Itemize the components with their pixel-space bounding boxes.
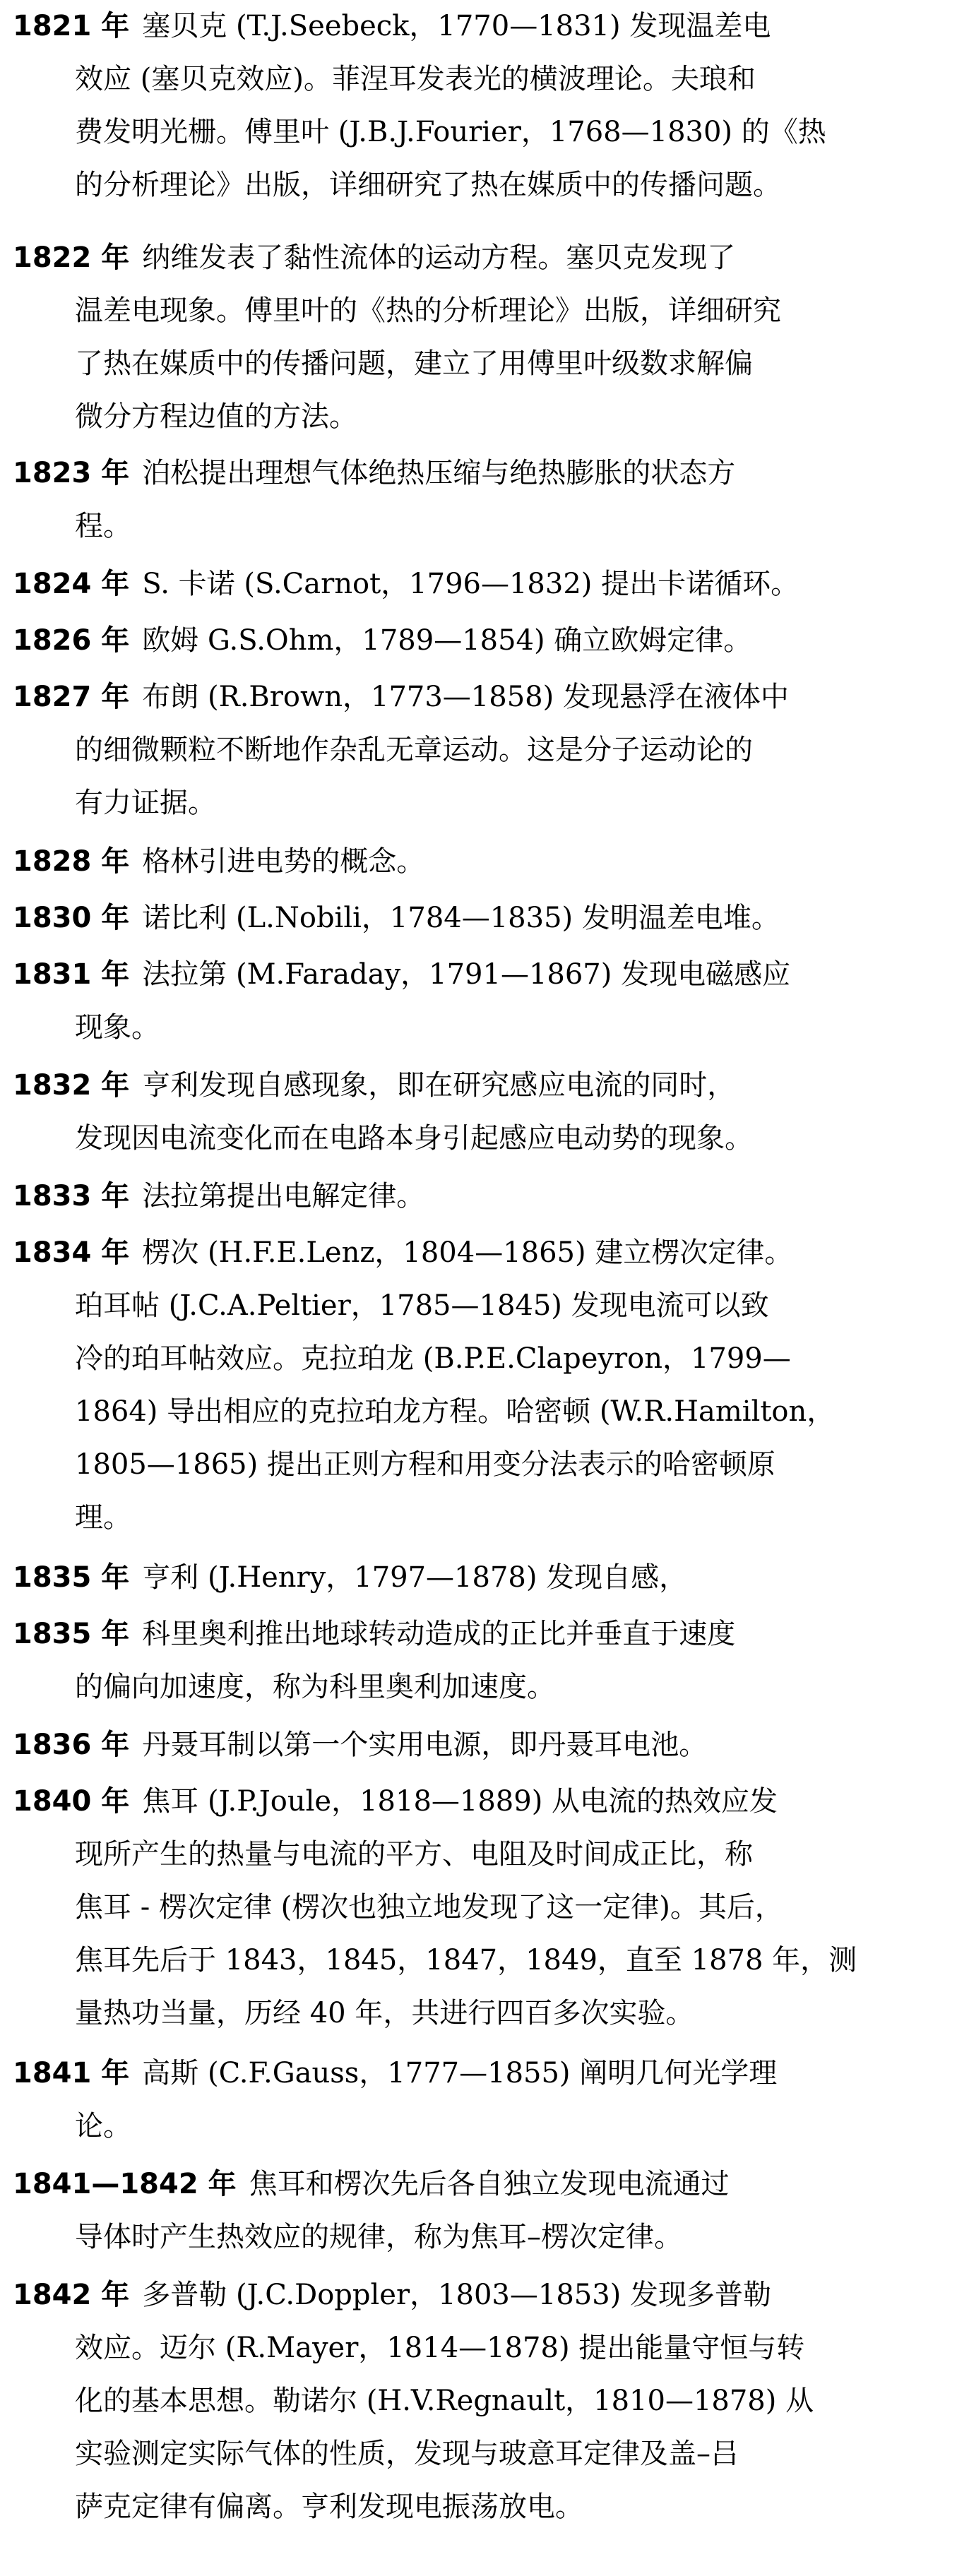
- entry-text-line: 冷的珀耳帖效应。克拉珀龙 (B.P.E.Clapeyron，1799—: [75, 1342, 791, 1375]
- entry-text-line: 量热功当量，历经 40 年，共进行四百多次实验。: [75, 1997, 694, 2029]
- entry-text-line: 亨利 (J.Henry，1797—1878) 发现自感，: [142, 1561, 688, 1594]
- entry-text-line: 欧姆 G.S.Ohm，1789—1854) 确立欧姆定律。: [142, 624, 752, 657]
- entry-year: 1833 年: [13, 1180, 130, 1212]
- entry-text-line: 萨克定律有偏离。亨利发现电振荡放电。: [75, 2491, 583, 2523]
- entry-text-line: 效应。迈尔 (R.Mayer，1814—1878) 提出能量守恒与转: [75, 2332, 805, 2364]
- entry-year: 1841—1842 年: [13, 2168, 237, 2200]
- entry-text-line: 现所产生的热量与电流的平方、电阻及时间成正比，称: [75, 1838, 753, 1871]
- entry-year: 1835 年: [13, 1618, 130, 1650]
- entry-text-line: 亨利发现自感现象，即在研究感应电流的同时，: [142, 1069, 736, 1102]
- entry-1826: [13, 614, 948, 667]
- entry-year: 1831 年: [13, 958, 130, 991]
- entry-text-line: 微分方程边值的方法。: [75, 400, 357, 433]
- entry-text-line: 多普勒 (J.C.Doppler，1803—1853) 发现多普勒: [142, 2279, 771, 2311]
- entry-1828: [13, 835, 948, 888]
- entry-text-line: 丹聂耳制以第一个实用电源，即丹聂耳电池。: [142, 1729, 708, 1761]
- entry-text-line: 化的基本思想。勒诺尔 (H.V.Regnault，1810—1878) 从: [75, 2385, 814, 2417]
- entry-text-line: 现象。: [75, 1011, 160, 1044]
- entry-year: 1836 年: [13, 1729, 130, 1761]
- entry-1835-coriolis: [13, 1608, 948, 1714]
- entry-1822: [13, 232, 948, 443]
- entry-year: 1823 年: [13, 457, 130, 489]
- entry-year: 1821 年: [13, 10, 130, 42]
- entry-1842: [13, 2269, 948, 2534]
- entry-1834: [13, 1227, 948, 1544]
- entry-text-line: 科里奥利推出地球转动造成的正比并垂直于速度: [142, 1618, 736, 1650]
- entry-1827: [13, 671, 948, 830]
- entry-text-line: 高斯 (C.F.Gauss，1777—1855) 阐明几何光学理: [142, 2057, 778, 2089]
- entry-text-line: 有力证据。: [75, 787, 216, 819]
- entry-year: 1832 年: [13, 1069, 130, 1102]
- entry-year: 1826 年: [13, 624, 130, 657]
- entry-year: 1841 年: [13, 2057, 130, 2089]
- entry-year: 1827 年: [13, 681, 130, 713]
- entry-1821: [13, 0, 948, 212]
- entry-year: 1840 年: [13, 1785, 130, 1818]
- entry-text-line: 焦耳和楞次先后各自独立发现电流通过: [249, 2168, 730, 2200]
- entry-text-line: 纳维发表了黏性流体的运动方程。塞贝克发现了: [142, 242, 736, 274]
- entry-text-line: 格林引进电势的概念。: [142, 845, 425, 878]
- entry-year: 1830 年: [13, 902, 130, 934]
- entry-text-line: 实验测定实际气体的性质，发现与玻意耳定律及盖–吕: [75, 2438, 739, 2470]
- entry-text-line: 论。: [75, 2110, 131, 2142]
- entry-1833: [13, 1170, 948, 1223]
- entry-text-line: S. 卡诺 (S.Carnot，1796—1832) 提出卡诺循环。: [142, 568, 800, 600]
- entry-year: 1835 年: [13, 1561, 130, 1594]
- entry-text-line: 焦耳 (J.P.Joule，1818—1889) 从电流的热效应发: [142, 1785, 778, 1818]
- entry-text-line: 法拉第 (M.Faraday，1791—1867) 发现电磁感应: [142, 958, 791, 991]
- entry-1830: [13, 892, 948, 945]
- entry-text-line: 导体时产生热效应的规律，称为焦耳–楞次定律。: [75, 2221, 682, 2253]
- entry-text-line: 布朗 (R.Brown，1773—1858) 发现悬浮在液体中: [142, 681, 789, 713]
- entry-text-line: 1805—1865) 提出正则方程和用变分法表示的哈密顿原: [75, 1448, 775, 1481]
- entry-text-line: 了热在媒质中的传播问题，建立了用傅里叶级数求解偏: [75, 347, 753, 380]
- entry-year: 1834 年: [13, 1236, 130, 1269]
- entry-text-line: 塞贝克 (T.J.Seebeck，1770—1831) 发现温差电: [142, 10, 771, 42]
- entry-text-line: 发现因电流变化而在电路本身引起感应电动势的现象。: [75, 1122, 753, 1155]
- entry-1835-henry: [13, 1551, 948, 1604]
- entry-text-line: 珀耳帖 (J.C.A.Peltier，1785—1845) 发现电流可以致: [75, 1289, 769, 1322]
- entry-text-line: 的细微颗粒不断地作杂乱无章运动。这是分子运动论的: [75, 734, 753, 766]
- entry-1841-1842: [13, 2158, 948, 2264]
- entry-1823: [13, 447, 948, 553]
- entry-1836: [13, 1719, 948, 1772]
- entry-text-line: 楞次 (H.F.E.Lenz，1804—1865) 建立楞次定律。: [142, 1236, 793, 1269]
- entry-text-line: 程。: [75, 510, 131, 542]
- entry-year: 1824 年: [13, 568, 130, 600]
- entry-1831: [13, 948, 948, 1054]
- entry-text-line: 焦耳 - 楞次定律 (楞次也独立地发现了这一定律)。其后，: [75, 1891, 783, 1924]
- entry-year: 1822 年: [13, 242, 130, 274]
- entry-text-line: 法拉第提出电解定律。: [142, 1180, 425, 1212]
- entry-text-line: 泊松提出理想气体绝热压缩与绝热膨胀的状态方: [142, 457, 736, 489]
- entry-text-line: 焦耳先后于 1843，1845，1847，1849，直至 1878 年，测: [75, 1944, 857, 1976]
- entry-year: 1828 年: [13, 845, 130, 878]
- entry-year: 1842 年: [13, 2279, 130, 2311]
- entry-1840: [13, 1775, 948, 2040]
- entry-text-line: 费发明光栅。傅里叶 (J.B.J.Fourier，1768—1830) 的《热: [75, 116, 826, 148]
- entry-text-line: 的偏向加速度，称为科里奥利加速度。: [75, 1671, 555, 1703]
- entry-text-line: 理。: [75, 1501, 131, 1534]
- entry-1824: [13, 558, 948, 611]
- entry-1832: [13, 1059, 948, 1165]
- entry-text-line: 温差电现象。傅里叶的《热的分析理论》出版，详细研究: [75, 294, 781, 327]
- entry-text-line: 诺比利 (L.Nobili，1784—1835) 发明温差电堆。: [142, 902, 780, 934]
- entry-text-line: 效应 (塞贝克效应)。菲涅耳发表光的横波理论。夫琅和: [75, 63, 756, 95]
- entry-text-line: 1864) 导出相应的克拉珀龙方程。哈密顿 (W.R.Hamilton，: [75, 1395, 836, 1428]
- entry-1841: [13, 2047, 948, 2153]
- entry-text-line: 的分析理论》出版，详细研究了热在媒质中的传播问题。: [75, 169, 781, 201]
